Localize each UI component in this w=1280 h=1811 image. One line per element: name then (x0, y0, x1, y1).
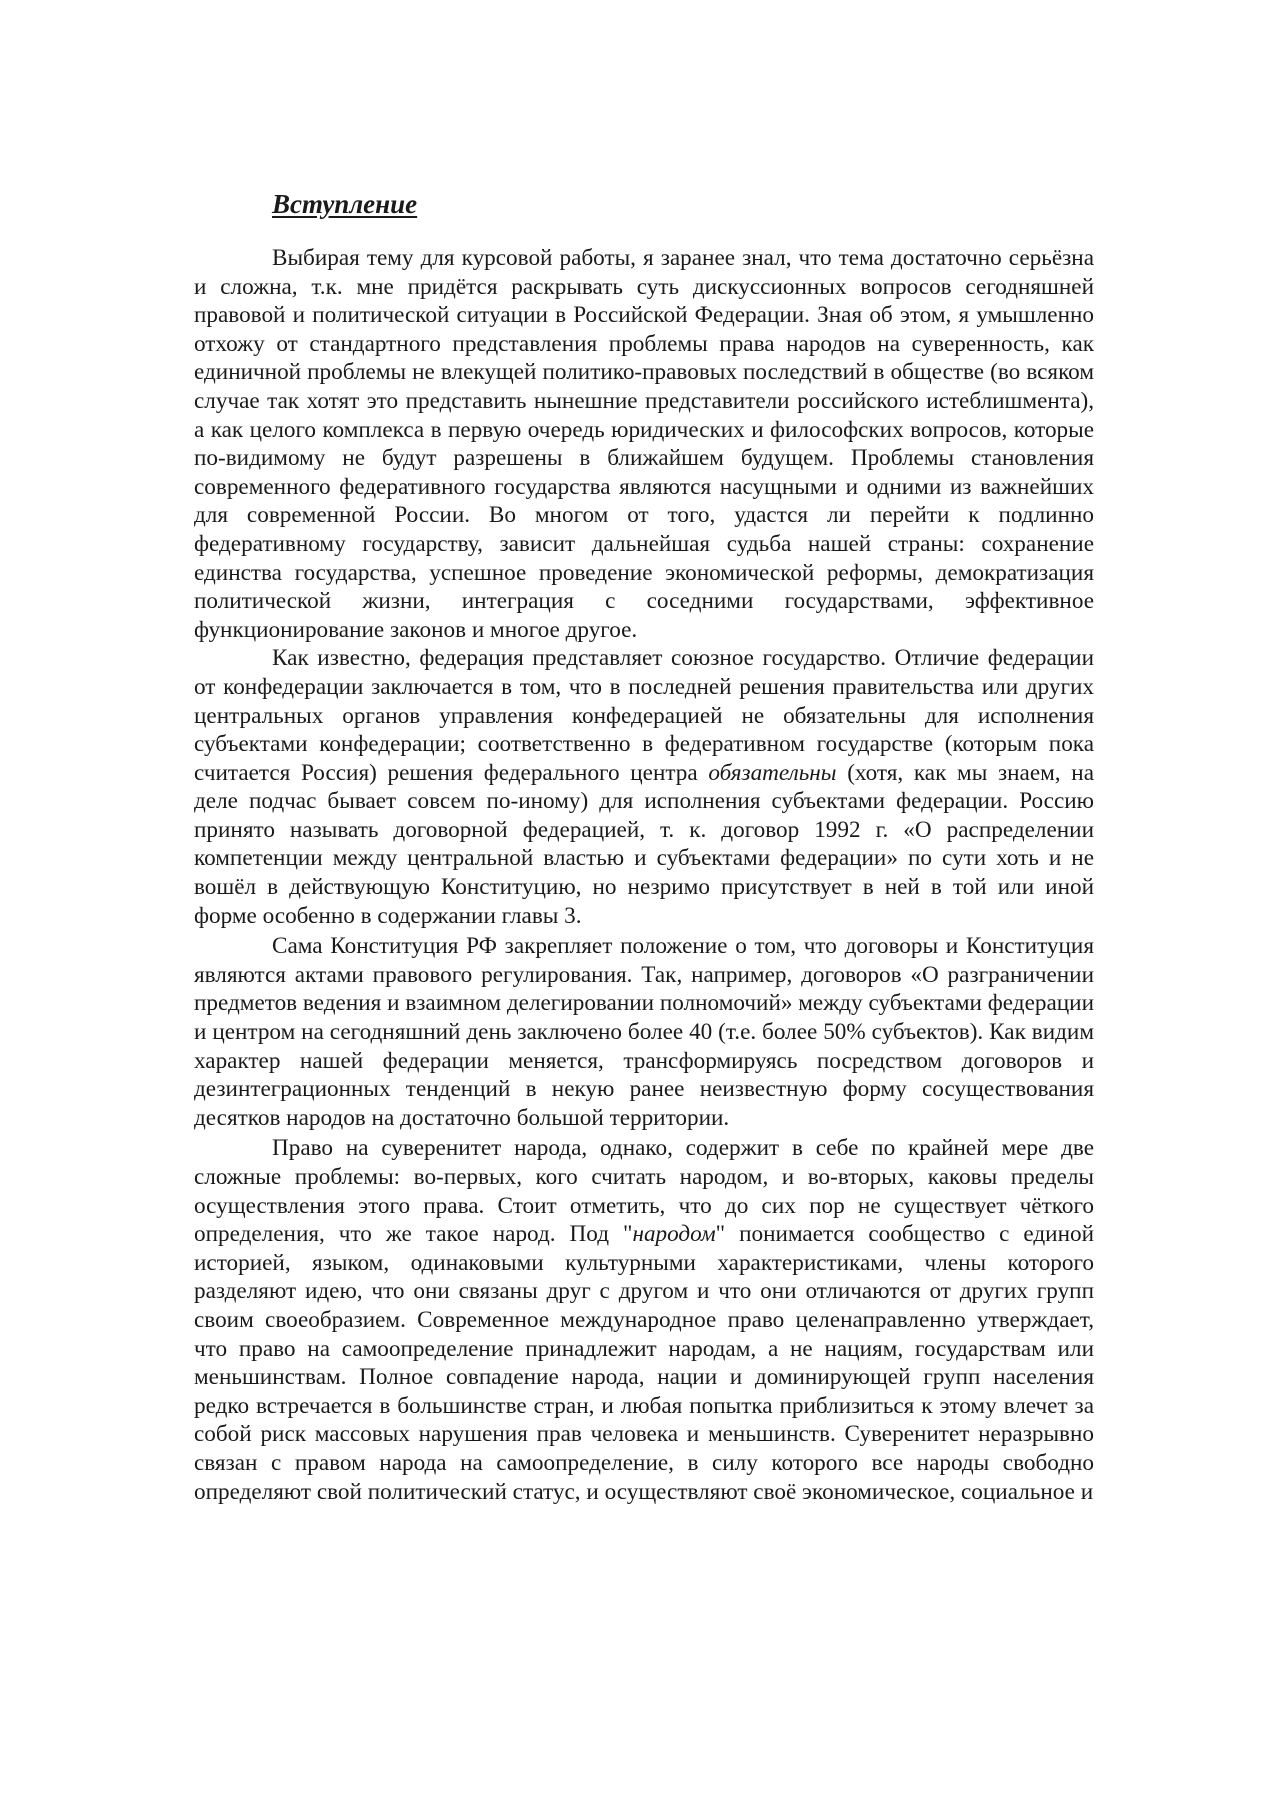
paragraph-2-italic: обязательны (708, 759, 837, 786)
paragraph-4-text-a: Право на суверенитет народа, однако, содержит в себе по крайней мере две сложные проблемы: во-первых, кого считать народом, и во-вторых, каковы пределы осуществления этого права. Стоит отметить, что до сих пор не существует чёткого определения, что же такое народ. Под " (194, 1135, 1094, 1248)
document-page (194, 184, 1094, 1506)
paragraph-4-text-b: " понимается сообщество с единой историей, языком, одинаковыми культурными характеристиками, члены которого разделяют идею, что они связаны друг с другом и что они отличаются от других групп своим своеобразием. Современное международное право целенаправленно утверждает, что право на самоопределение принадлежит народам, а не нациям, государствам или меньшинствам. Полное совпадение народа, нации и доминирующей групп населения редко встречается в большинстве стран, и любая попытка приблизиться к этому влечет за собой риск массовых нарушения прав человека и меньшинств. Суверенитет неразрывно связан с правом народа на самоопределение, в силу которого все народы свободно определяют свой политический статус, и осуществляют своё экономическое, социальное и (194, 1221, 1094, 1505)
paragraph-4 (194, 1134, 1094, 1506)
paragraph-3: Сама Конституция РФ закрепляет положение о том, что договоры и Конституция являются актами правового регулирования. Так, например, договоров «О разграничении предметов ведения и взаимном делегировании полномочий» между субъектами федерации и центром на сегодняшний день заключено более 40 (т.е. более 50% субъектов). Как видим характер нашей федерации меняется, трансформируясь посредством договоров и дезинтеграционных тенденций в некую ранее неизвестную форму сосуществования десятков народов на достаточно большой территории. (194, 933, 1094, 1131)
paragraph-2-text-a: Как известно, федерация представляет союзное государство. Отличие федерации от конфедерации заключается в том, что в последней решения правительства или других центральных органов управления конфедерацией не обязательны для исполнения субъектами конфедерации; соответственно в федеративном государстве (которым пока считается Россия) решения федерального центра (194, 645, 1094, 786)
section-heading: Вступление (272, 189, 418, 219)
paragraph-2-text-b: (хотя, как мы знаем, на деле подчас бывает совсем по-иному) для исполнения субъектами федерации. Россию принято называть договорной федерацией, т. к. договор 1992 г. «О распределении компетенции между центральной властью и субъектами федерации» по сути хоть и не вошёл в действующую Конституцию, но незримо присутствует в ней в той или иной форме особенно в содержании главы 3. (194, 759, 1094, 929)
paragraph-2 (194, 644, 1094, 930)
paragraph-4-italic: народом (632, 1221, 716, 1248)
paragraph-1: Выбирая тему для курсовой работы, я заранее знал, что тема достаточно серьёзна и сложна, т.к. мне придётся раскрывать суть дискуссионных вопросов сегодняшней правовой и политической ситуации в Российской Федерации. Зная об этом, я умышленно отхожу от стандартного представления проблемы права народов на суверенность, как единичной проблемы не влекущей политико-правовых последствий в обществе (во всяком случае так хотят это представить нынешние представители российского истеблишмента), а как целого комплекса в первую очередь юридических и философских вопросов, которые по-видимому не будут разрешены в ближайшем будущем. Проблемы становления современного федеративного государства являются насущными и одними из важнейших для современной России. Во многом от того, удастся ли перейти к подлинно федеративному государству, зависит дальнейшая судьба нашей страны: сохранение единства государства, успешное проведение экономической реформы, демократизация политической жизни, интеграция с соседними государствами, эффективное функционирование законов и многое другое. (194, 245, 1094, 643)
